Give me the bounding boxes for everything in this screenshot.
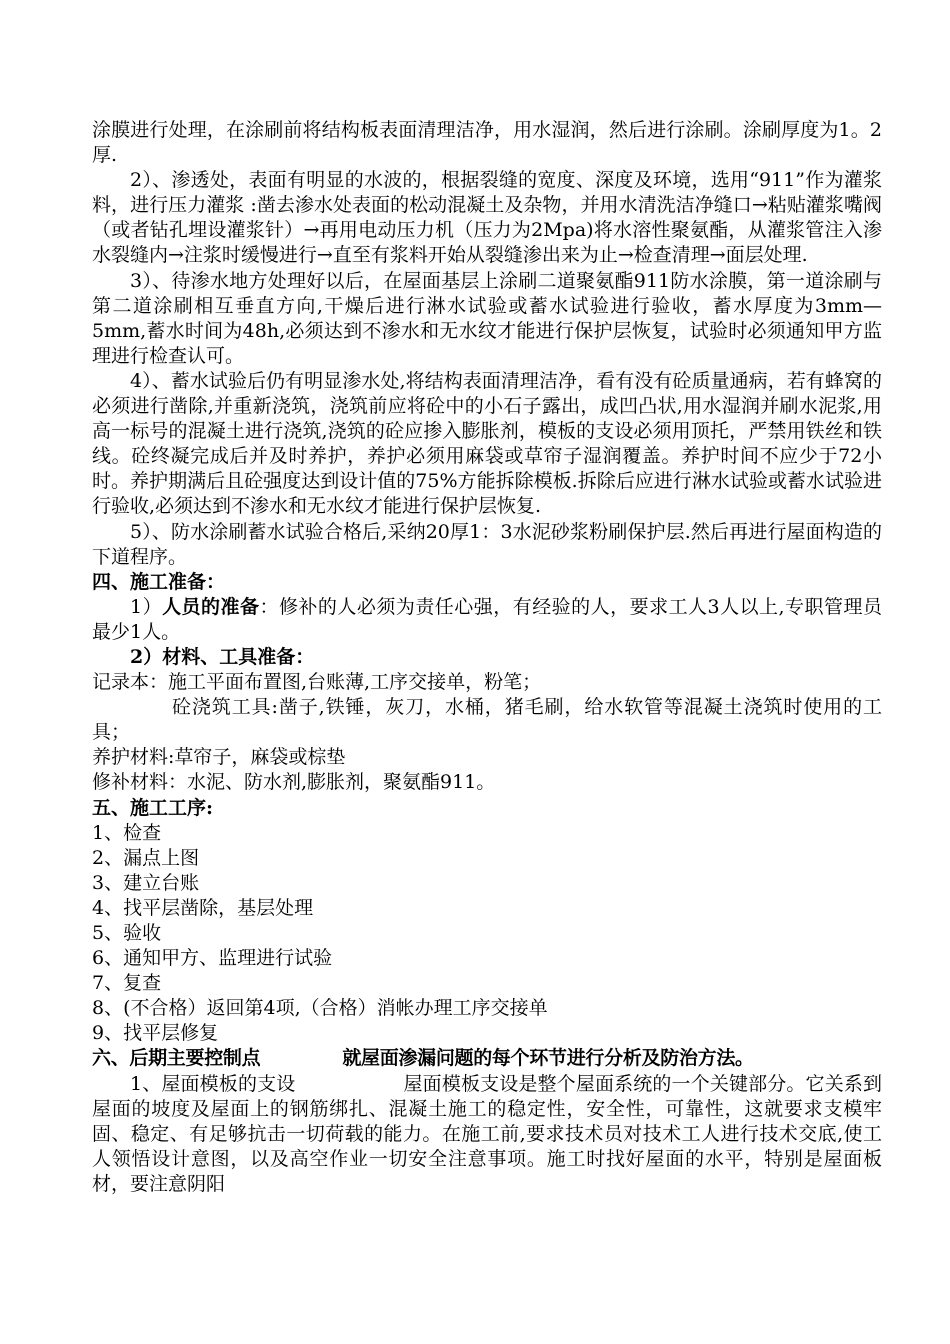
personnel-prefix: 1）	[130, 595, 163, 618]
section-6-heading-left: 六、后期主要控制点	[92, 1047, 261, 1070]
paragraph-step-3: 3）、待渗水地方处理好以后，在屋面基层上涂刷二道聚氨酯911防水涂膜，第一道涂刷与第二道涂刷相互垂直方向,干燥后进行淋水试验或蓄水试验进行验收，蓄水厚度为3mm—5mm,蓄水时间为48h,必须达到不渗水和无水纹才能进行保护层恢复，试验时必须通知甲方监理进行检查认可。	[92, 269, 882, 367]
list-item: 9、找平层修复	[92, 1022, 219, 1045]
list-item: 4、找平层凿除，基层处理	[92, 896, 314, 919]
personnel-item	[92, 595, 882, 645]
list-item: 6、通知甲方、监理进行试验	[92, 947, 333, 970]
section-6-heading	[92, 1046, 882, 1071]
list-item: 3、建立台账	[92, 871, 200, 894]
list-item: 5、验收	[92, 922, 162, 944]
list-item: 1、检查	[92, 821, 162, 844]
section-6-heading-right: 就屋面渗漏问题的每个环节进行分析及防治方法。	[342, 1047, 754, 1070]
pouring-tools: 砼浇筑工具:凿子,铁锤，灰刀，水桶，猪毛刷，给水软管等混凝土浇筑时使用的工具；	[92, 696, 882, 744]
list-item: 8、(不合格）返回第4项,（合格）消帐办理工序交接单	[92, 997, 548, 1020]
personnel-text: ：修补的人必须为责任心强，有经验的人，要求工人3人以上,专职管理员最少1人。	[92, 595, 882, 643]
paragraph-step-5: 5）、防水涂刷蓄水试验合格后,采纳20厚1：3水泥砂浆粉刷保护层.然后再进行屋面构造的下道程序。	[92, 520, 882, 568]
paragraph-step-2: 2）、渗透处，表面有明显的水波的，根据裂缝的宽度、深度及环境，选用“911”作为灌浆料，进行压力灌浆 :凿去渗水处表面的松动混凝土及杂物，并用水清洗洁净缝口→粘贴灌浆嘴阀（或者钻孔埋设灌浆针）→再用电动压力机（压力为2Mpa)将水溶性聚氨酯，从灌浆管注入渗水裂缝内→注浆时缓慢进行→直至有浆料开始从裂缝渗出来为止→检查清理→面层处理.	[92, 169, 882, 267]
paragraph-coating: 涂膜进行处理，在涂刷前将结构板表面清理洁净，用水湿润，然后进行涂刷。涂刷厚度为1。2厚.	[92, 119, 882, 167]
formwork-paragraph	[92, 1072, 882, 1197]
section-5-heading: 五、施工工序:	[92, 796, 214, 819]
formwork-text: 屋面模板支设是整个屋面系统的一个关键部分。它关系到屋面的坡度及屋面上的钢筋绑扎、混凝土施工的稳定性，安全性，可靠性，这就要求支模牢固、稳定、有足够抗击一切荷载的能力。在施工前,要求技术员对技术工人进行技术交底,使工人领悟设计意图，以及高空作业一切安全注意事项。施工时找好屋面的水平，特别是屋面板材，要注意阴阳	[92, 1072, 882, 1195]
list-item: 7、复查	[92, 972, 162, 995]
curing-materials: 养护材料:草帘子，麻袋或棕垫	[92, 746, 346, 769]
record-materials: 记录本：施工平面布置图,台账薄,工序交接单，粉笔；	[92, 671, 542, 694]
materials-heading: 2）材料、工具准备：	[130, 645, 315, 668]
list-item: 2、漏点上图	[92, 846, 200, 869]
repair-materials: 修补材料：水泥、防水剂,膨胀剂，聚氨酯911。	[92, 771, 496, 794]
paragraph-step-4: 4）、蓄水试验后仍有明显渗水处,将结构表面清理洁净，看有没有砼质量通病，若有蜂窝的必须进行凿除,并重新浇筑，浇筑前应将砼中的小石子露出，成凹凸状,用水湿润并刷水泥浆,用高一标号的混凝土进行浇筑,浇筑的砼应掺入膨胀剂，模板的支设必须用顶托，严禁用铁丝和铁线。砼终凝完成后并及时养护，养护必须用麻袋或草帘子湿润覆盖。养护时间不应少于72小时。养护期满后且砼强度达到设计值的75%方能拆除模板.拆除后应进行淋水试验或蓄水试验进行验收,必须达到不渗水和无水纹才能进行保护层恢复.	[92, 369, 882, 518]
formwork-title: 1、屋面模板的支设	[130, 1072, 296, 1095]
section-4-heading: 四、施工准备：	[92, 570, 226, 593]
personnel-label: 人员的准备	[162, 595, 260, 618]
document-page	[92, 118, 882, 1197]
